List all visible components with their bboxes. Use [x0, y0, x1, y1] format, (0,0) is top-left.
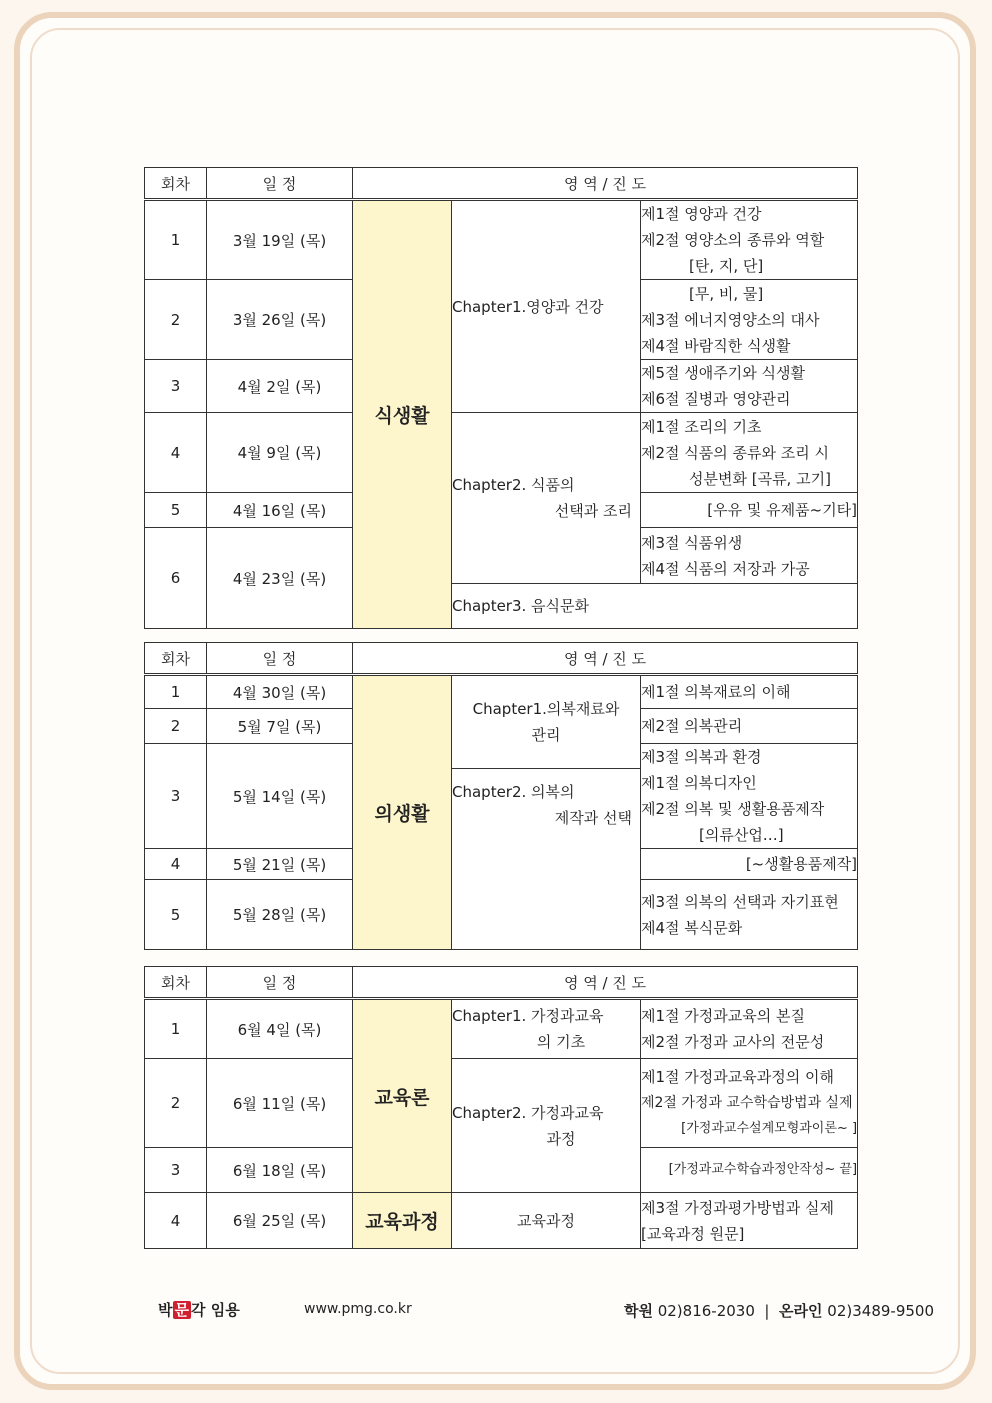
section-line: 성분변화 [곡류, 고기] [689, 469, 831, 488]
round-number: 5 [145, 880, 207, 950]
schedule-date: 4월 30일 (목) [207, 675, 353, 709]
area-label: 교육과정 [353, 1193, 452, 1249]
schedule-date: 6월 4일 (목) [207, 999, 353, 1059]
section-line: 제1절 가정과교육의 본질 [641, 1007, 805, 1025]
table-row [145, 1059, 858, 1148]
schedule-date: 4월 16일 (목) [207, 493, 353, 528]
schedule-date: 6월 18일 (목) [207, 1148, 353, 1193]
section-line: [탄, 지, 단] [689, 257, 764, 275]
section-line: 제2절 가정과 교수학습방법과 실제 [641, 1095, 853, 1111]
section-line: 제2절 의복관리 [641, 717, 743, 735]
section-line: 제2절 가정과 교사의 전문성 [641, 1033, 825, 1051]
chapter-title-line2: 의 기초 [536, 1033, 586, 1051]
round-number: 4 [145, 849, 207, 880]
section-line: 제4절 복식문화 [641, 918, 743, 937]
schedule-table-food [144, 167, 858, 629]
section-line: 제2절 의복 및 생활용품제작 [641, 800, 825, 818]
section-cell [641, 200, 858, 280]
header-area: 영 역 / 진 도 [353, 967, 858, 999]
chapter-cell [452, 1059, 641, 1193]
table-row [145, 999, 858, 1059]
header-round: 회차 [145, 168, 207, 200]
chapter-title: Chapter2. 식품의 [452, 476, 575, 494]
section-line: 제3절 식품위생 [641, 533, 743, 552]
website-url: www.pmg.co.kr [304, 1301, 412, 1317]
section-line: 제3절 의복의 선택과 자기표현 [641, 892, 839, 911]
chapter-cell [452, 200, 641, 413]
logo-part: 임용 [205, 1301, 240, 1319]
academy-label: 학원 [623, 1302, 653, 1320]
header-date: 일 정 [207, 168, 353, 200]
area-label: 교육론 [353, 999, 452, 1193]
chapter-title: Chapter1.영양과 건강 [452, 297, 604, 316]
header-round: 회차 [145, 643, 207, 675]
section-line: 제2절 영양소의 종류와 역할 [641, 231, 825, 249]
section-line: 제5절 생애주기와 식생활 [641, 364, 805, 382]
table-row [145, 675, 858, 709]
schedule-date: 5월 7일 (목) [207, 709, 353, 744]
section-cell [641, 880, 858, 950]
table-row [145, 200, 858, 280]
table-header-row [145, 967, 858, 999]
chapter-title: Chapter3. 음식문화 [452, 597, 590, 615]
area-label: 식생활 [353, 200, 452, 629]
section-cell [641, 493, 858, 528]
round-number: 4 [145, 1193, 207, 1249]
page-footer [0, 1297, 992, 1323]
section-cell [641, 744, 858, 849]
section-cell [641, 849, 858, 880]
header-date: 일 정 [207, 967, 353, 999]
schedule-date: 5월 14일 (목) [207, 744, 353, 849]
section-line: 제3절 가정과평가방법과 실제 [641, 1198, 834, 1217]
header-round: 회차 [145, 967, 207, 999]
header-date: 일 정 [207, 643, 353, 675]
chapter-title: 교육과정 [517, 1211, 575, 1230]
section-line: 제3절 의복과 환경 [641, 748, 762, 766]
online-phone: 02)3489-9500 [827, 1302, 934, 1320]
section-line: 제6절 질병과 영양관리 [641, 390, 791, 408]
chapter-title-line2: 제작과 선택 [554, 809, 632, 827]
schedule-date: 4월 23일 (목) [207, 528, 353, 629]
chapter-title: Chapter2. 의복의 [452, 783, 575, 801]
chapter-cell [452, 999, 641, 1059]
header-area: 영 역 / 진 도 [353, 168, 858, 200]
schedule-table-education [144, 966, 858, 1249]
round-number: 1 [145, 200, 207, 280]
brand-logo [158, 1299, 240, 1320]
section-cell [641, 709, 858, 744]
chapter-cell [452, 584, 858, 629]
section-line: 제1절 조리의 기초 [641, 417, 762, 436]
section-cell [641, 528, 858, 584]
section-line: [교육과정 원문] [641, 1224, 745, 1243]
section-line: 제1절 가정과교육과정의 이해 [641, 1068, 834, 1086]
logo-part: 박 [158, 1301, 173, 1319]
section-line: 제1절 의복재료의 이해 [641, 683, 791, 701]
chapter-title-line2: 관리 [531, 726, 561, 744]
section-line: [가정과교수학습과정안작성~ 끝] [668, 1162, 858, 1177]
table-row [145, 413, 858, 493]
section-cell [641, 675, 858, 709]
schedule-date: 3월 19일 (목) [207, 200, 353, 280]
online-label: 온라인 [779, 1302, 823, 1320]
section-line: 제4절 바람직한 식생활 [641, 336, 791, 355]
chapter-title: Chapter1.의복재료와 [472, 700, 620, 718]
section-line: 제1절 의복디자인 [641, 774, 757, 792]
header-area: 영 역 / 진 도 [353, 643, 858, 675]
schedule-date: 6월 25일 (목) [207, 1193, 353, 1249]
section-line: [가정과교수설계모형과이론~ ] [681, 1121, 858, 1136]
round-number: 2 [145, 1059, 207, 1148]
logo-part: 각 [191, 1301, 206, 1319]
section-cell [641, 1059, 858, 1148]
chapter-title: Chapter1. 가정과교육 [452, 1007, 604, 1025]
round-number: 3 [145, 1148, 207, 1193]
logo-part-highlight: 문 [174, 1301, 189, 1319]
section-cell [641, 999, 858, 1059]
table-header-row [145, 643, 858, 675]
section-cell [641, 413, 858, 493]
chapter-title: Chapter2. 가정과교육 [452, 1103, 604, 1122]
round-number: 2 [145, 280, 207, 360]
schedule-date: 5월 28일 (목) [207, 880, 353, 950]
section-line: 제3절 에너지영양소의 대사 [641, 310, 820, 329]
section-line: [의류산업…] [699, 826, 784, 844]
round-number: 1 [145, 999, 207, 1059]
section-line: 제1절 영양과 건강 [641, 205, 762, 223]
section-cell [641, 280, 858, 360]
chapter-cell [452, 413, 641, 584]
round-number: 3 [145, 744, 207, 849]
section-line: [~생활용품제작] [745, 855, 858, 873]
round-number: 2 [145, 709, 207, 744]
chapter-title-line2: 선택과 조리 [554, 502, 632, 520]
section-cell [641, 1193, 858, 1249]
section-line: 제4절 식품의 저장과 가공 [641, 559, 810, 578]
contact-info [624, 1300, 934, 1321]
chapter-cell [452, 1193, 641, 1249]
schedule-date: 3월 26일 (목) [207, 280, 353, 360]
section-line: 제2절 식품의 종류와 조리 시 [641, 443, 830, 462]
schedule-table-clothing [144, 642, 858, 950]
section-cell [641, 360, 858, 413]
schedule-date: 6월 11일 (목) [207, 1059, 353, 1148]
round-number: 3 [145, 360, 207, 413]
table-header-row [145, 168, 858, 200]
round-number: 1 [145, 675, 207, 709]
section-cell [641, 1148, 858, 1193]
round-number: 6 [145, 528, 207, 629]
table-row [145, 1193, 858, 1249]
area-label: 의생활 [353, 675, 452, 950]
chapter-cell [452, 675, 641, 769]
schedule-date: 5월 21일 (목) [207, 849, 353, 880]
round-number: 4 [145, 413, 207, 493]
chapter-title-line2: 과정 [546, 1129, 576, 1148]
contact-separator: | [764, 1302, 770, 1320]
schedule-date: 4월 2일 (목) [207, 360, 353, 413]
schedule-date: 4월 9일 (목) [207, 413, 353, 493]
section-line: [우유 및 유제품~기타] [707, 501, 858, 519]
section-line: [무, 비, 물] [689, 284, 764, 303]
chapter-cell [452, 769, 641, 950]
round-number: 5 [145, 493, 207, 528]
academy-phone: 02)816-2030 [657, 1302, 755, 1320]
